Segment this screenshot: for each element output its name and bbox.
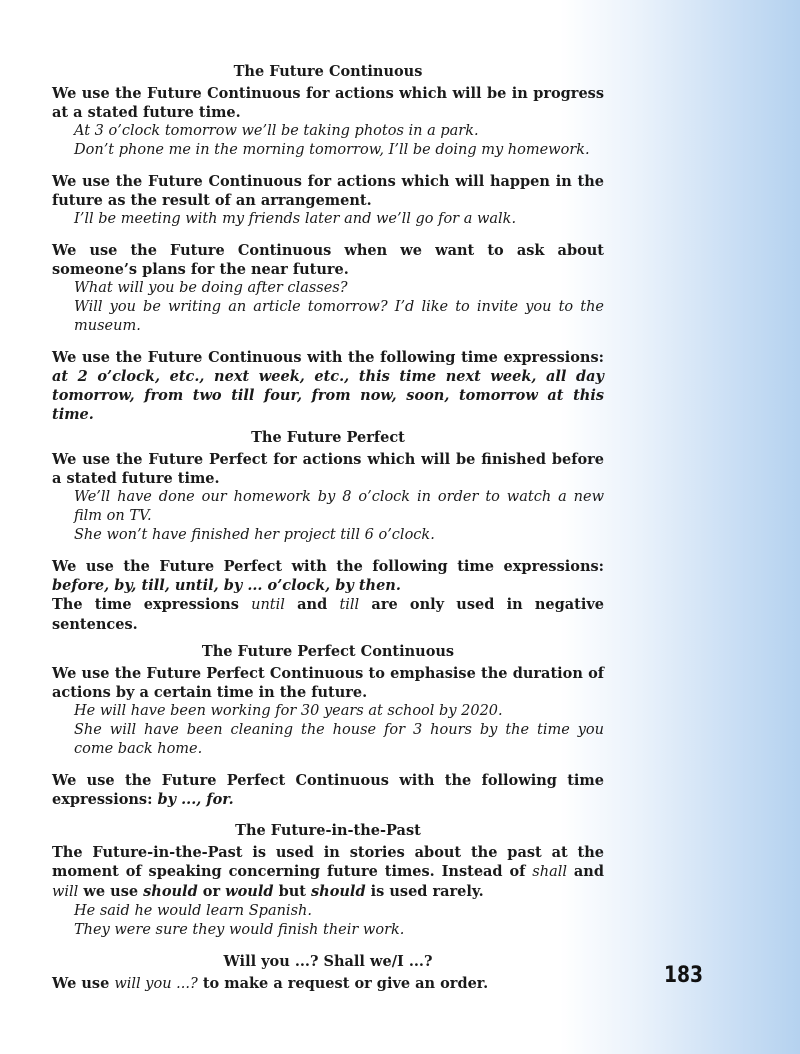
section-title: The Future-in-the-Past — [235, 822, 421, 839]
time-expressions: at 2 o’clock, etc., next week, etc., this time next week, all day tomorrow, from two till four, from now, soon, tomorrow at this time. — [52, 368, 604, 423]
rule-text — [52, 348, 604, 424]
keyword: will you ...? — [114, 976, 198, 992]
section-future-in-the-past — [52, 821, 604, 940]
rule-text — [52, 843, 604, 902]
rule-block — [52, 172, 604, 229]
page-number: 183 — [664, 963, 704, 988]
rule-text — [52, 771, 604, 809]
example-sentence: We’ll have done our homework by 8 o’clock in order to watch a new film on TV. — [74, 489, 604, 524]
rule-block — [52, 771, 604, 809]
text-span: and — [573, 863, 604, 880]
keyword: would — [225, 883, 274, 900]
keyword: should — [143, 883, 198, 900]
rule-text — [52, 557, 604, 595]
rule-text: We use the Future Perfect for actions which will be finished before a stated future time. — [52, 451, 604, 487]
rule-text: We use the Future Continuous for actions which will be in progress at a stated future time. — [52, 85, 604, 121]
keyword: will — [52, 884, 79, 900]
example-sentence: Will you be writing an article tomorrow? I’d like to invite you to the museum. — [74, 299, 604, 334]
section-title: Will you ...? Shall we/I ...? — [223, 953, 433, 970]
text-span: The Future-in-the-Past is used in stories about the past at the moment of speaking concerning future times. Instead of — [52, 844, 604, 880]
section-future-continuous — [52, 62, 604, 424]
text-span: The time expressions — [52, 596, 239, 613]
example-sentence: She will have been cleaning the house for 3 hours by the time you come back home. — [74, 722, 604, 757]
section-title: The Future Perfect — [251, 429, 405, 446]
example-sentence: I’ll be meeting with my friends later and we’ll go for a walk. — [74, 211, 517, 227]
rule-block — [52, 241, 604, 336]
example-sentence: At 3 o’clock tomorrow we’ll be taking photos in a park. — [74, 123, 479, 139]
rule-block — [52, 84, 604, 160]
rule-text — [52, 974, 604, 994]
text-span: and — [297, 596, 328, 613]
rule-block — [52, 557, 604, 634]
example-sentence: He said he would learn Spanish. — [74, 903, 312, 919]
keyword: till — [339, 597, 360, 613]
rule-text: We use the Future Continuous when we want to ask about someone’s plans for the near future. — [52, 242, 604, 278]
rule-text — [52, 595, 604, 634]
keyword: until — [251, 597, 285, 613]
rule-block — [52, 664, 604, 759]
section-future-perfect-continuous — [52, 642, 604, 809]
text-span: are only used in negative sentences. — [52, 596, 604, 633]
rule-lead: We use the Future Continuous with the following time expressions: — [52, 349, 604, 366]
text-span: We use — [52, 975, 110, 992]
section-will-you-shall-we — [52, 952, 604, 994]
rule-block — [52, 450, 604, 545]
example-sentence: What will you be doing after classes? — [74, 280, 348, 296]
keyword: should — [311, 883, 366, 900]
rule-text: We use the Future Perfect Continuous to emphasise the duration of actions by a certain time in the future. — [52, 665, 604, 701]
text-span: but — [278, 883, 306, 900]
rule-block — [52, 843, 604, 940]
rule-lead: We use the Future Perfect with the following time expressions: — [52, 558, 604, 575]
example-sentence: He will have been working for 30 years at school by 2020. — [74, 703, 503, 719]
text-span: to make a request or give an order. — [202, 975, 489, 992]
keyword: shall — [532, 864, 567, 880]
example-sentence: They were sure they would finish their work. — [74, 922, 405, 938]
section-title: The Future Perfect Continuous — [201, 643, 455, 660]
rule-text: We use the Future Continuous for actions which will happen in the future as the result of an arrangement. — [52, 173, 604, 209]
text-span: or — [202, 883, 221, 900]
example-sentence: Don’t phone me in the morning tomorrow, I’ll be doing my homework. — [74, 142, 590, 158]
text-span: we use — [83, 883, 139, 900]
time-expressions: by ..., for. — [157, 791, 234, 808]
section-future-perfect — [52, 428, 604, 634]
example-sentence: She won’t have finished her project till 6 o’clock. — [74, 527, 435, 543]
section-title: The Future Continuous — [233, 63, 423, 80]
grammar-page — [52, 62, 604, 994]
rule-block — [52, 348, 604, 424]
text-span: is used rarely. — [370, 883, 484, 900]
time-expressions: before, by, till, until, by ... o’clock, by then. — [52, 577, 401, 594]
rule-lead: We use the Future Perfect Continuous with the following time expressions: — [52, 772, 604, 808]
